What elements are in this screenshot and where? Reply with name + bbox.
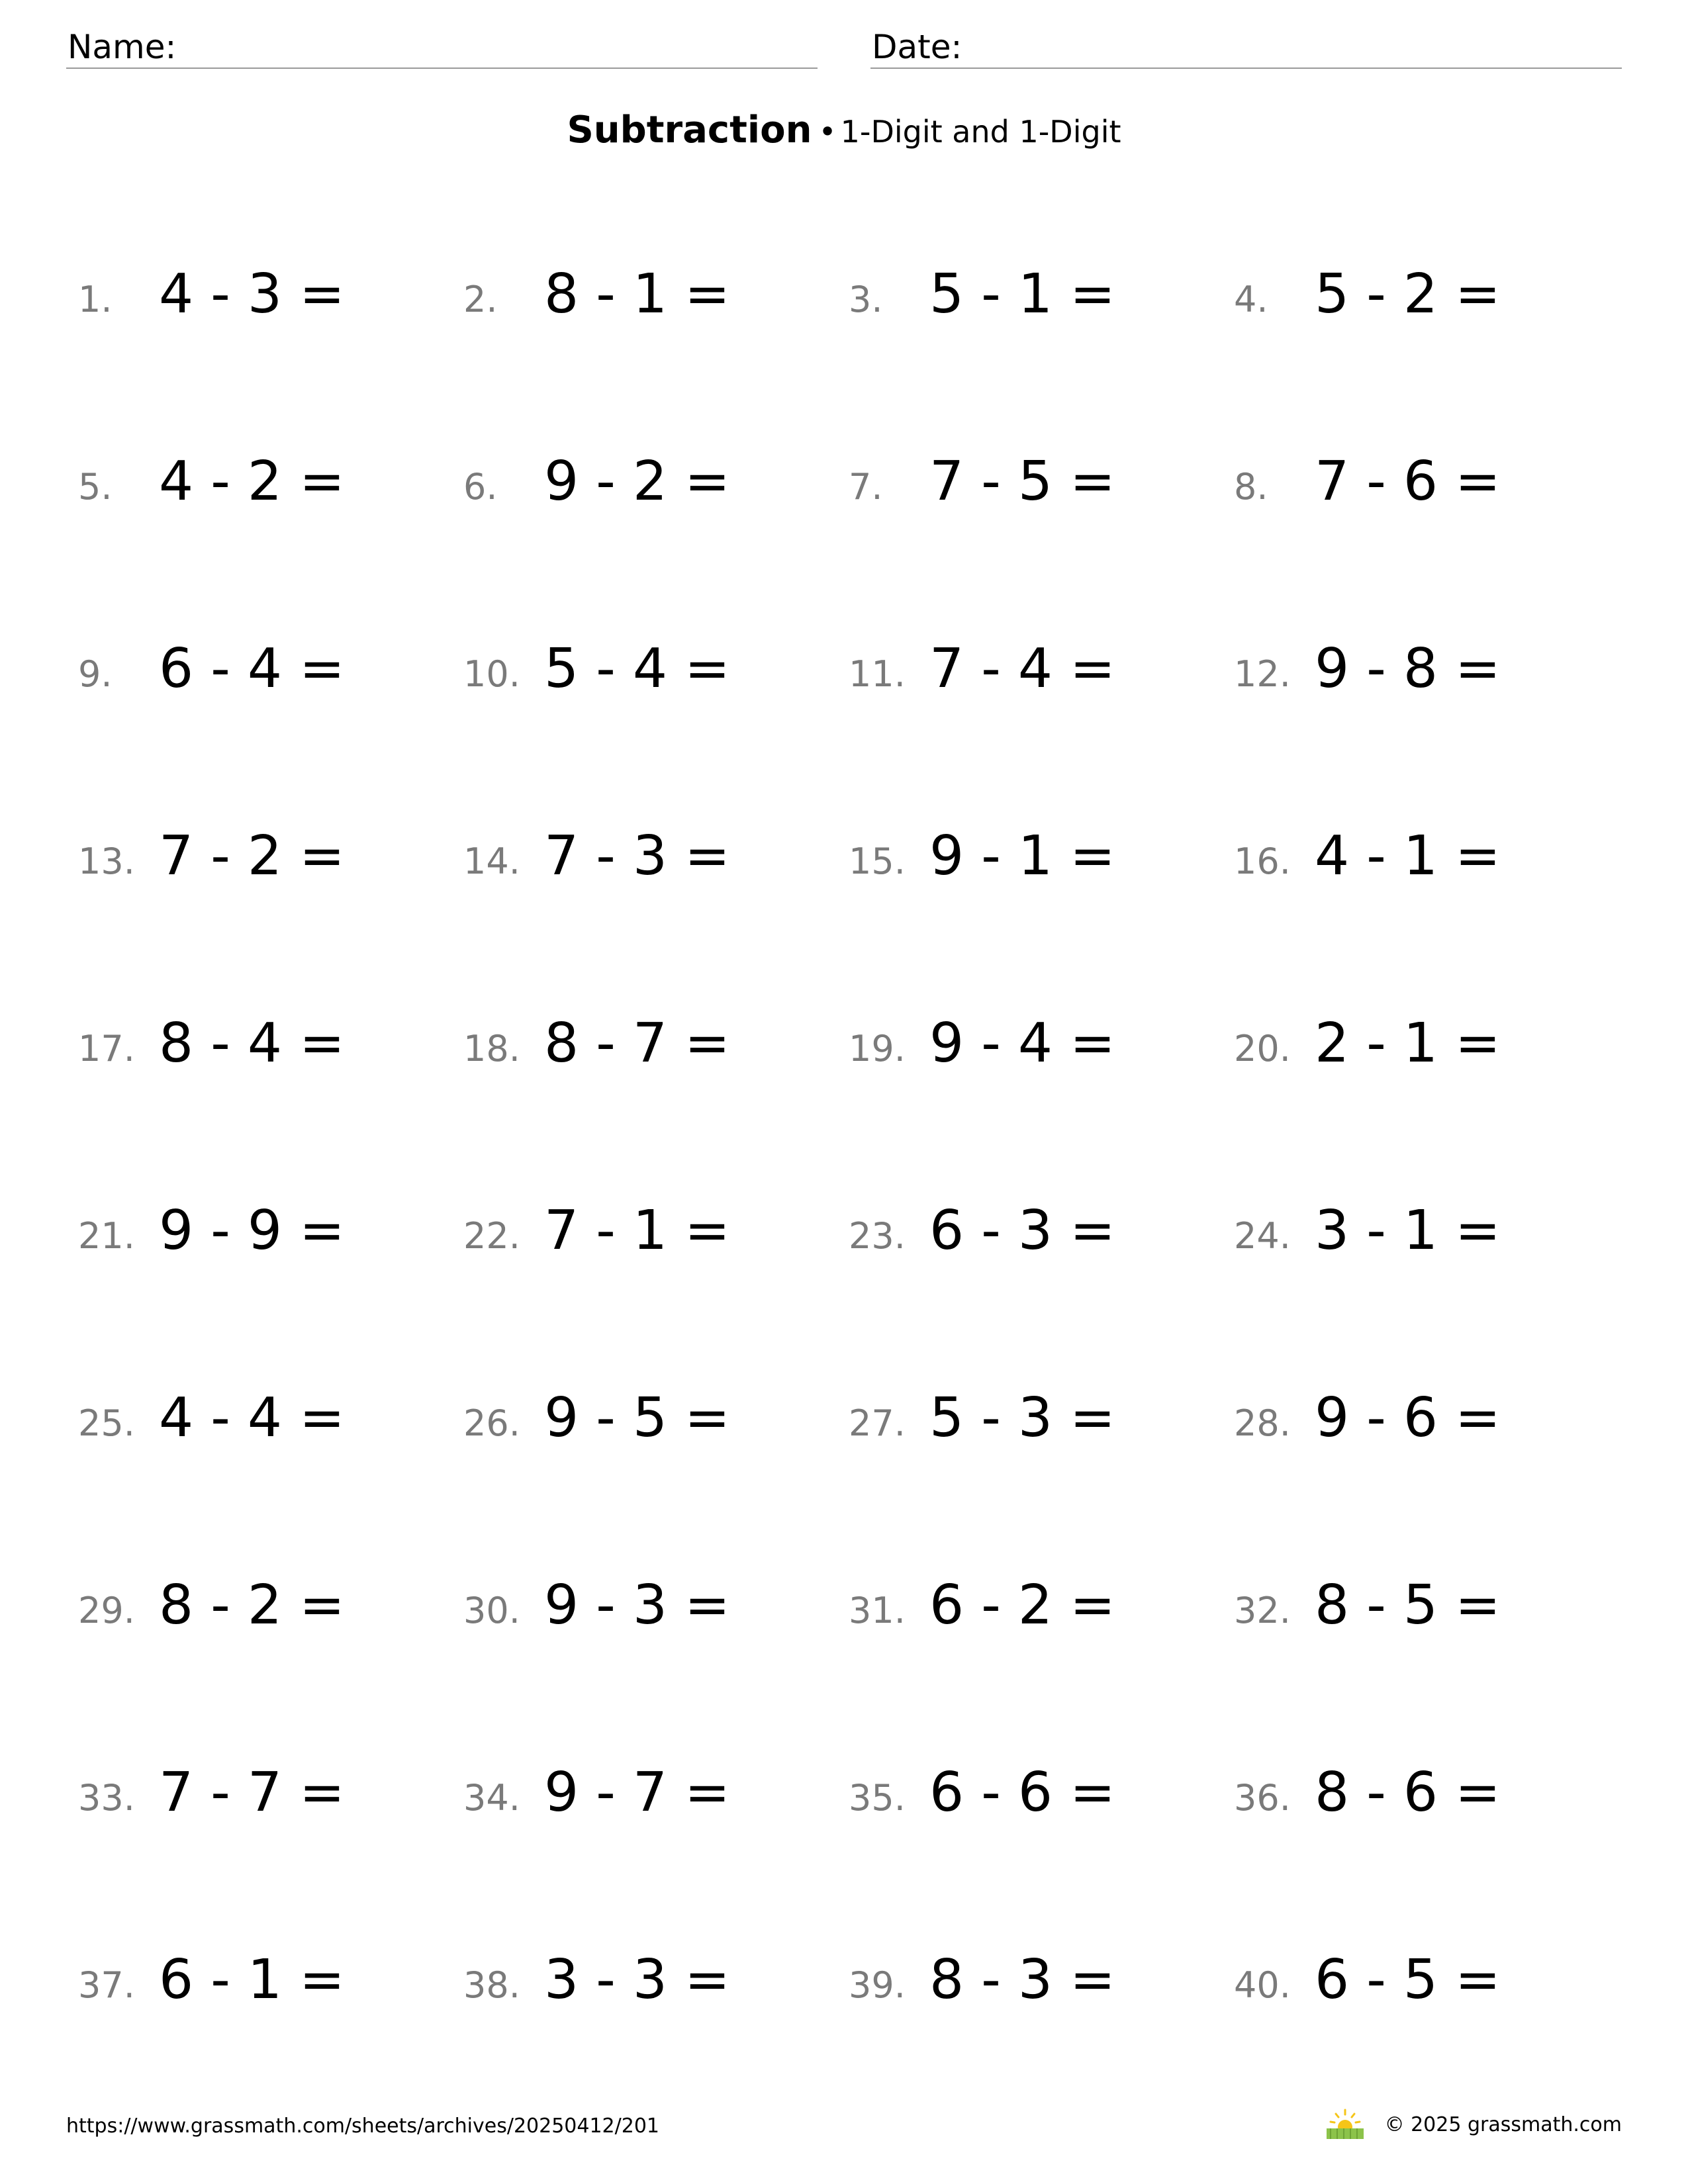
problem-item [78, 994, 449, 1087]
sun-over-grass-icon [1321, 2109, 1369, 2140]
problem-expression: 4 - 4 = [159, 1387, 345, 1449]
problem-item [463, 619, 834, 712]
problem-expression: 6 - 3 = [929, 1199, 1115, 1262]
problem-expression: 9 - 1 = [929, 825, 1115, 887]
footer-branding [1321, 2105, 1622, 2144]
problem-expression: 9 - 6 = [1315, 1387, 1501, 1449]
problem-item [849, 1743, 1219, 1836]
problem-expression: 9 - 3 = [544, 1574, 730, 1637]
problem-number: 4. [1234, 279, 1268, 320]
problem-item [463, 245, 834, 338]
problem-item [1234, 1556, 1605, 1649]
problem-number: 25. [78, 1402, 135, 1444]
problem-item [849, 1931, 1219, 2023]
problem-number: 19. [849, 1028, 906, 1069]
problem-number: 38. [463, 1964, 520, 2006]
problem-item [463, 1931, 834, 2023]
problem-number: 31. [849, 1590, 906, 1631]
problem-number: 18. [463, 1028, 520, 1069]
problem-expression: 8 - 4 = [159, 1012, 345, 1075]
problem-number: 6. [463, 466, 498, 508]
problem-number: 16. [1234, 841, 1291, 882]
problem-item [1234, 432, 1605, 525]
problem-item [463, 432, 834, 525]
problem-number: 39. [849, 1964, 906, 2006]
problem-item [1234, 245, 1605, 338]
problem-number: 22. [463, 1215, 520, 1257]
problem-number: 30. [463, 1590, 520, 1631]
problem-item [849, 245, 1219, 338]
problem-item [849, 432, 1219, 525]
problem-item [78, 432, 449, 525]
problem-expression: 7 - 4 = [929, 637, 1115, 700]
problem-expression: 5 - 2 = [1315, 263, 1501, 326]
problem-expression: 9 - 9 = [159, 1199, 345, 1262]
problem-expression: 8 - 5 = [1315, 1574, 1501, 1637]
problem-number: 10. [463, 653, 520, 695]
problem-item [78, 807, 449, 899]
problem-item [463, 1181, 834, 1274]
problem-expression: 6 - 1 = [159, 1948, 345, 2011]
problem-expression: 7 - 7 = [159, 1761, 345, 1824]
problem-number: 2. [463, 279, 498, 320]
problem-expression: 8 - 6 = [1315, 1761, 1501, 1824]
problem-item [78, 619, 449, 712]
problem-number: 23. [849, 1215, 906, 1257]
problem-expression: 8 - 7 = [544, 1012, 730, 1075]
title-main: Subtraction [567, 109, 812, 152]
problem-item [1234, 1369, 1605, 1461]
problem-item [463, 1743, 834, 1836]
problem-number: 36. [1234, 1777, 1291, 1819]
problem-number: 14. [463, 841, 520, 882]
problem-item [849, 994, 1219, 1087]
problem-item [849, 1181, 1219, 1274]
problem-expression: 6 - 5 = [1315, 1948, 1501, 2011]
problem-expression: 9 - 8 = [1315, 637, 1501, 700]
problem-item [849, 1369, 1219, 1461]
problem-item [849, 807, 1219, 899]
problem-expression: 3 - 1 = [1315, 1199, 1501, 1262]
problem-expression: 6 - 2 = [929, 1574, 1115, 1637]
date-label: Date: [872, 28, 962, 66]
problem-number: 9. [78, 653, 113, 695]
title-subtitle: 1-Digit and 1-Digit [840, 114, 1121, 150]
problem-number: 27. [849, 1402, 906, 1444]
problem-expression: 7 - 5 = [929, 450, 1115, 513]
problem-number: 11. [849, 653, 906, 695]
problem-item [78, 1556, 449, 1649]
problem-expression: 5 - 1 = [929, 263, 1115, 326]
problem-number: 40. [1234, 1964, 1291, 2006]
problem-item [463, 1556, 834, 1649]
problem-expression: 7 - 6 = [1315, 450, 1501, 513]
problem-expression: 7 - 3 = [544, 825, 730, 887]
problem-expression: 6 - 6 = [929, 1761, 1115, 1824]
problem-number: 17. [78, 1028, 135, 1069]
problem-number: 12. [1234, 653, 1291, 695]
problem-item [1234, 619, 1605, 712]
problem-expression: 4 - 2 = [159, 450, 345, 513]
problem-item [78, 1369, 449, 1461]
problem-expression: 4 - 3 = [159, 263, 345, 326]
problem-item [849, 619, 1219, 712]
problem-number: 5. [78, 466, 113, 508]
problem-item [78, 1743, 449, 1836]
problem-number: 21. [78, 1215, 135, 1257]
problem-expression: 9 - 2 = [544, 450, 730, 513]
problem-expression: 5 - 4 = [544, 637, 730, 700]
problem-item [463, 807, 834, 899]
date-field[interactable] [870, 25, 1622, 69]
problem-expression: 8 - 1 = [544, 263, 730, 326]
problem-item [1234, 1181, 1605, 1274]
problem-expression: 8 - 2 = [159, 1574, 345, 1637]
problem-item [78, 245, 449, 338]
problem-expression: 8 - 3 = [929, 1948, 1115, 2011]
problem-number: 24. [1234, 1215, 1291, 1257]
worksheet-title [0, 106, 1688, 163]
problem-number: 28. [1234, 1402, 1291, 1444]
problem-number: 3. [849, 279, 883, 320]
problem-expression: 9 - 5 = [544, 1387, 730, 1449]
problem-item [78, 1181, 449, 1274]
name-label: Name: [68, 28, 177, 66]
problem-item [1234, 807, 1605, 899]
title-separator: • [818, 114, 837, 150]
problem-number: 32. [1234, 1590, 1291, 1631]
problem-number: 35. [849, 1777, 906, 1819]
problem-expression: 9 - 7 = [544, 1761, 730, 1824]
problem-number: 20. [1234, 1028, 1291, 1069]
problem-number: 29. [78, 1590, 135, 1631]
problem-expression: 7 - 2 = [159, 825, 345, 887]
problem-expression: 5 - 3 = [929, 1387, 1115, 1449]
problem-number: 37. [78, 1964, 135, 2006]
problem-number: 15. [849, 841, 906, 882]
problem-number: 26. [463, 1402, 520, 1444]
problem-item [1234, 994, 1605, 1087]
problem-item [463, 994, 834, 1087]
problem-number: 7. [849, 466, 883, 508]
problem-expression: 9 - 4 = [929, 1012, 1115, 1075]
problem-item [1234, 1931, 1605, 2023]
problem-item [849, 1556, 1219, 1649]
problem-expression: 2 - 1 = [1315, 1012, 1501, 1075]
footer-copyright: © 2025 grassmath.com [1384, 2113, 1622, 2136]
footer-url: https://www.grassmath.com/sheets/archives/20250412/201 [66, 2115, 660, 2138]
problem-number: 1. [78, 279, 113, 320]
problem-item [1234, 1743, 1605, 1836]
problem-number: 13. [78, 841, 135, 882]
problem-number: 8. [1234, 466, 1268, 508]
problem-expression: 3 - 3 = [544, 1948, 730, 2011]
problem-number: 33. [78, 1777, 135, 1819]
problem-item [463, 1369, 834, 1461]
problem-expression: 7 - 1 = [544, 1199, 730, 1262]
problem-expression: 4 - 1 = [1315, 825, 1501, 887]
problem-expression: 6 - 4 = [159, 637, 345, 700]
problem-number: 34. [463, 1777, 520, 1819]
name-field[interactable] [66, 25, 818, 69]
problem-item [78, 1931, 449, 2023]
